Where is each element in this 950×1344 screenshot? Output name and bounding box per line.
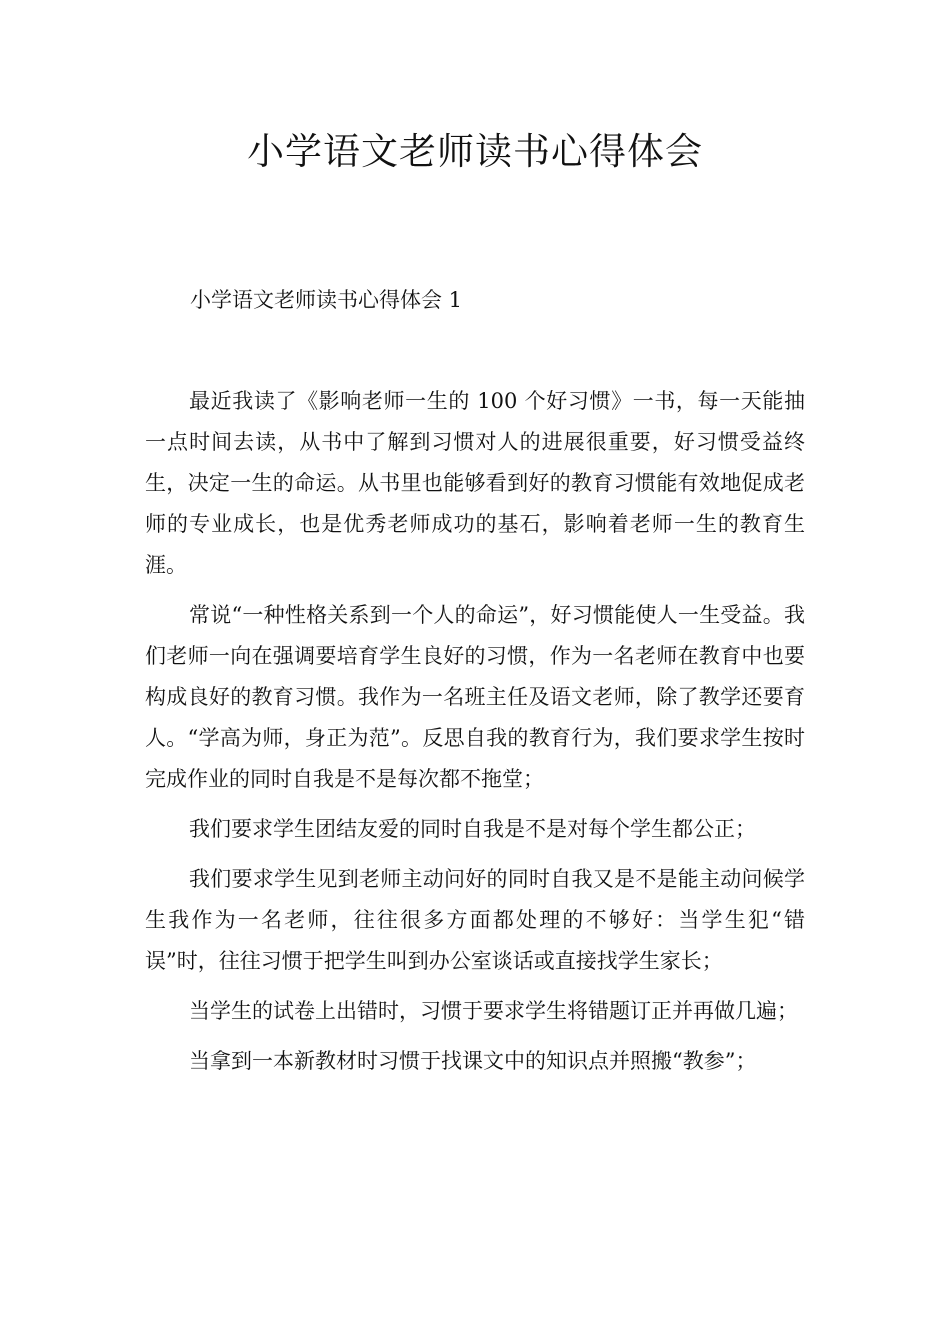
document-body bbox=[145, 381, 805, 1082]
section-heading: 小学语文老师读书心得体会 1 bbox=[190, 288, 463, 312]
paragraph: 常说“一种性格关系到一个人的命运”，好习惯能使人一生受益。我们老师一向在强调要培育学生良好的习惯，作为一名老师在教育中也要构成良好的教育习惯。我作为一名班主任及语文老师，除了教学还要育人。“学高为师，身正为范”。反思自我的教育行为，我们要求学生按时完成作业的同时自我是不是每次都不拖堂； bbox=[145, 603, 805, 791]
document-title: 小学语文老师读书心得体会 bbox=[247, 130, 703, 173]
paragraph: 当学生的试卷上出错时，习惯于要求学生将错题订正并再做几遍； bbox=[189, 999, 798, 1023]
paragraph: 我们要求学生见到老师主动问好的同时自我又是不是能主动问候学生我作为一名老师，往往很多方面都处理的不够好：当学生犯“错误”时，往往习惯于把学生叫到办公室谈话或直接找学生家长； bbox=[145, 867, 805, 973]
paragraph: 最近我读了《影响老师一生的 100 个好习惯》一书，每一天能抽一点时间去读，从书中了解到习惯对人的进展很重要，好习惯受益终生，决定一生的命运。从书里也能够看到好的教育习惯能有效地促成老师的专业成长，也是优秀老师成功的基石，影响着老师一生的教育生涯。 bbox=[145, 389, 805, 577]
paragraph: 我们要求学生团结友爱的同时自我是不是对每个学生都公正； bbox=[189, 817, 756, 841]
paragraph: 当拿到一本新教材时习惯于找课文中的知识点并照搬“教参”； bbox=[189, 1049, 757, 1073]
